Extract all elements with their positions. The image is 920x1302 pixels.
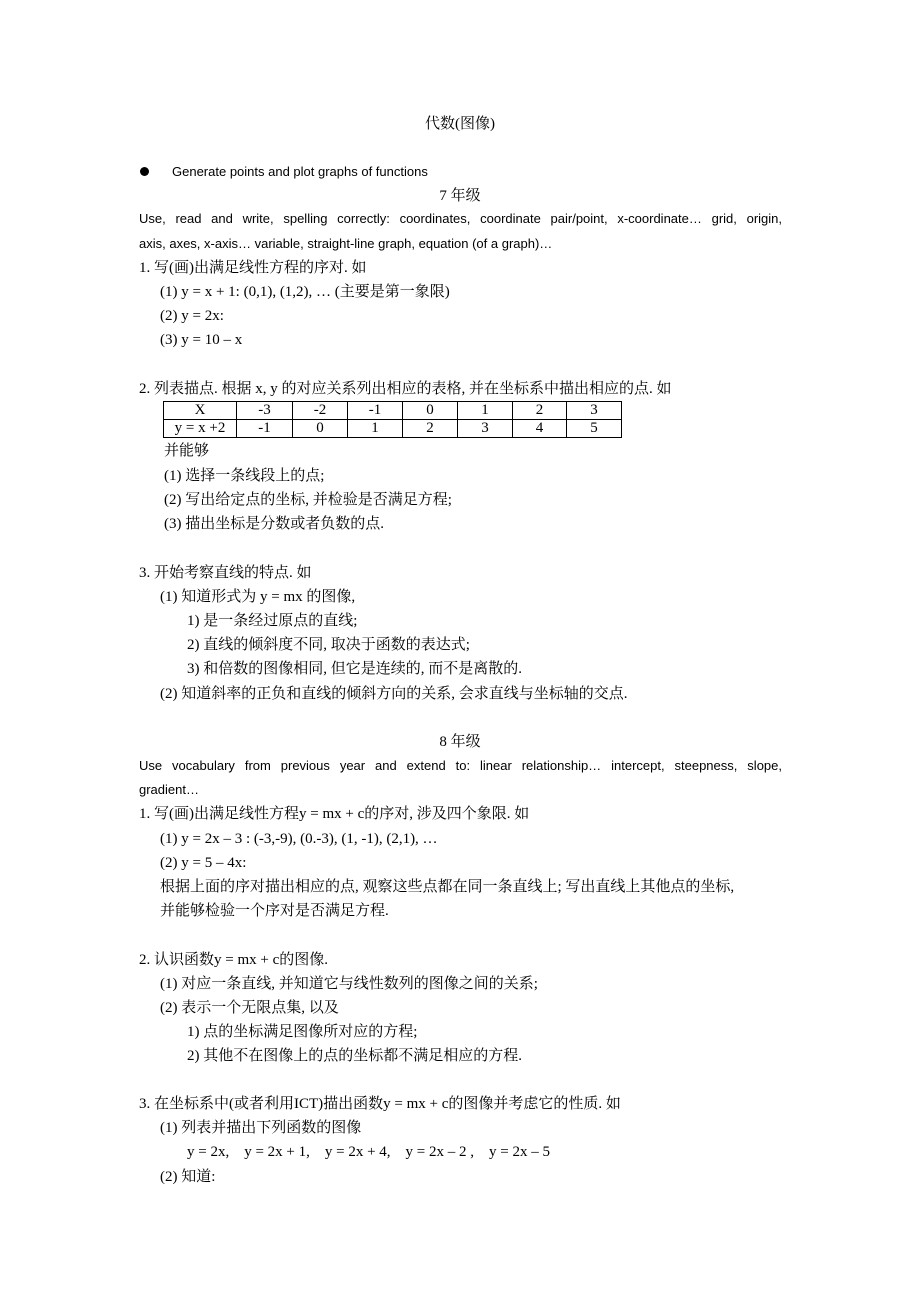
table-cell: 0 [293,420,348,438]
table-cell: 0 [403,402,458,420]
y7-s2-intro: 并能够 [164,443,210,459]
y8-s2-title: 2. 认识函数y = mx + c的图像. [139,952,328,968]
table-cell: -1 [237,420,293,438]
table-row [164,420,622,438]
y7-s2-title: 2. 列表描点. 根据 x, y 的对应关系列出相应的表格, 并在坐标系中描出相应的点. 如 [139,381,672,397]
y7-s1-title: 1. 写(画)出满足线性方程的序对. 如 [139,260,367,276]
y7-s3-subitem: 3) 和倍数的图像相同, 但它是连续的, 而不是离散的. [187,661,522,677]
y8-s3-item: (2) 知道: [160,1169,216,1185]
year7-heading: 7 年级 [439,188,481,204]
y7-s3-title: 3. 开始考察直线的特点. 如 [139,565,312,581]
year7-vocab-1: Use, read and write, spelling correctly: coordinates, coordinate pair/point, x-coordinate… grid, origin, [139,211,782,226]
y7-s1-item: (2) y = 2x: [160,308,224,324]
page-title: 代数(图像) [425,116,495,132]
y7-s3-item: (1) 知道形式为 y = mx 的图像, [160,589,356,605]
y8-s1-title: 1. 写(画)出满足线性方程y = mx + c的序对, 涉及四个象限. 如 [139,806,530,822]
y8-s1-item: (2) y = 5 – 4x: [160,855,247,871]
y8-s1-item: (1) y = 2x – 3 : (-3,-9), (0.-3), (1, -1), (2,1), … [160,831,438,847]
table-cell: 5 [567,420,622,438]
table-cell: 1 [348,420,403,438]
y7-s1-item: (3) y = 10 – x [160,332,243,348]
year8-heading: 8 年级 [439,734,481,750]
table-cell: 3 [458,420,513,438]
table-cell: 4 [513,420,567,438]
y8-s3-item: (1) 列表并描出下列函数的图像 [160,1120,362,1136]
y8-s2-subitem: 1) 点的坐标满足图像所对应的方程; [187,1024,418,1040]
y8-s1-note: 根据上面的序对描出相应的点, 观察这些点都在同一条直线上; 写出直线上其他点的坐标, [160,879,735,895]
bullet-heading: Generate points and plot graphs of functions [172,164,428,179]
y8-s3-title: 3. 在坐标系中(或者利用ICT)描出函数y = mx + c的图像并考虑它的性质. 如 [139,1096,621,1112]
table-cell: X [164,402,237,420]
y8-s2-item: (2) 表示一个无限点集, 以及 [160,1000,339,1016]
table-cell: -1 [348,402,403,420]
y8-s2-subitem: 2) 其他不在图像上的点的坐标都不满足相应的方程. [187,1048,522,1064]
y7-s3-subitem: 2) 直线的倾斜度不同, 取决于函数的表达式; [187,637,470,653]
y7-s3-item: (2) 知道斜率的正负和直线的倾斜方向的关系, 会求直线与坐标轴的交点. [160,686,628,702]
table-cell: -2 [293,402,348,420]
y7-s2-item: (3) 描出坐标是分数或者负数的点. [164,516,384,532]
table-cell: -3 [237,402,293,420]
table-cell: 1 [458,402,513,420]
table-cell: y = x +2 [164,420,237,438]
y8-s2-item: (1) 对应一条直线, 并知道它与线性数列的图像之间的关系; [160,976,538,992]
y8-s3-functions: y = 2x, y = 2x + 1, y = 2x + 4, y = 2x – 2 , y = 2x – 5 [187,1144,550,1160]
y7-s2-item: (1) 选择一条线段上的点; [164,468,325,484]
y8-s1-note: 并能够检验一个序对是否满足方程. [160,903,389,919]
value-table [163,401,622,438]
year8-vocab-2: gradient… [139,782,199,797]
y7-s2-item: (2) 写出给定点的坐标, 并检验是否满足方程; [164,492,452,508]
table-cell: 3 [567,402,622,420]
bullet-icon [140,167,149,176]
y7-s1-item: (1) y = x + 1: (0,1), (1,2), … (主要是第一象限) [160,284,450,300]
year7-vocab-2: axis, axes, x-axis… variable, straight-line graph, equation (of a graph)… [139,236,553,251]
y7-s3-subitem: 1) 是一条经过原点的直线; [187,613,358,629]
table-cell: 2 [513,402,567,420]
year8-vocab-1: Use vocabulary from previous year and extend to: linear relationship… intercept, steepness, slope, [139,758,782,773]
table-cell: 2 [403,420,458,438]
table-row [164,402,622,420]
